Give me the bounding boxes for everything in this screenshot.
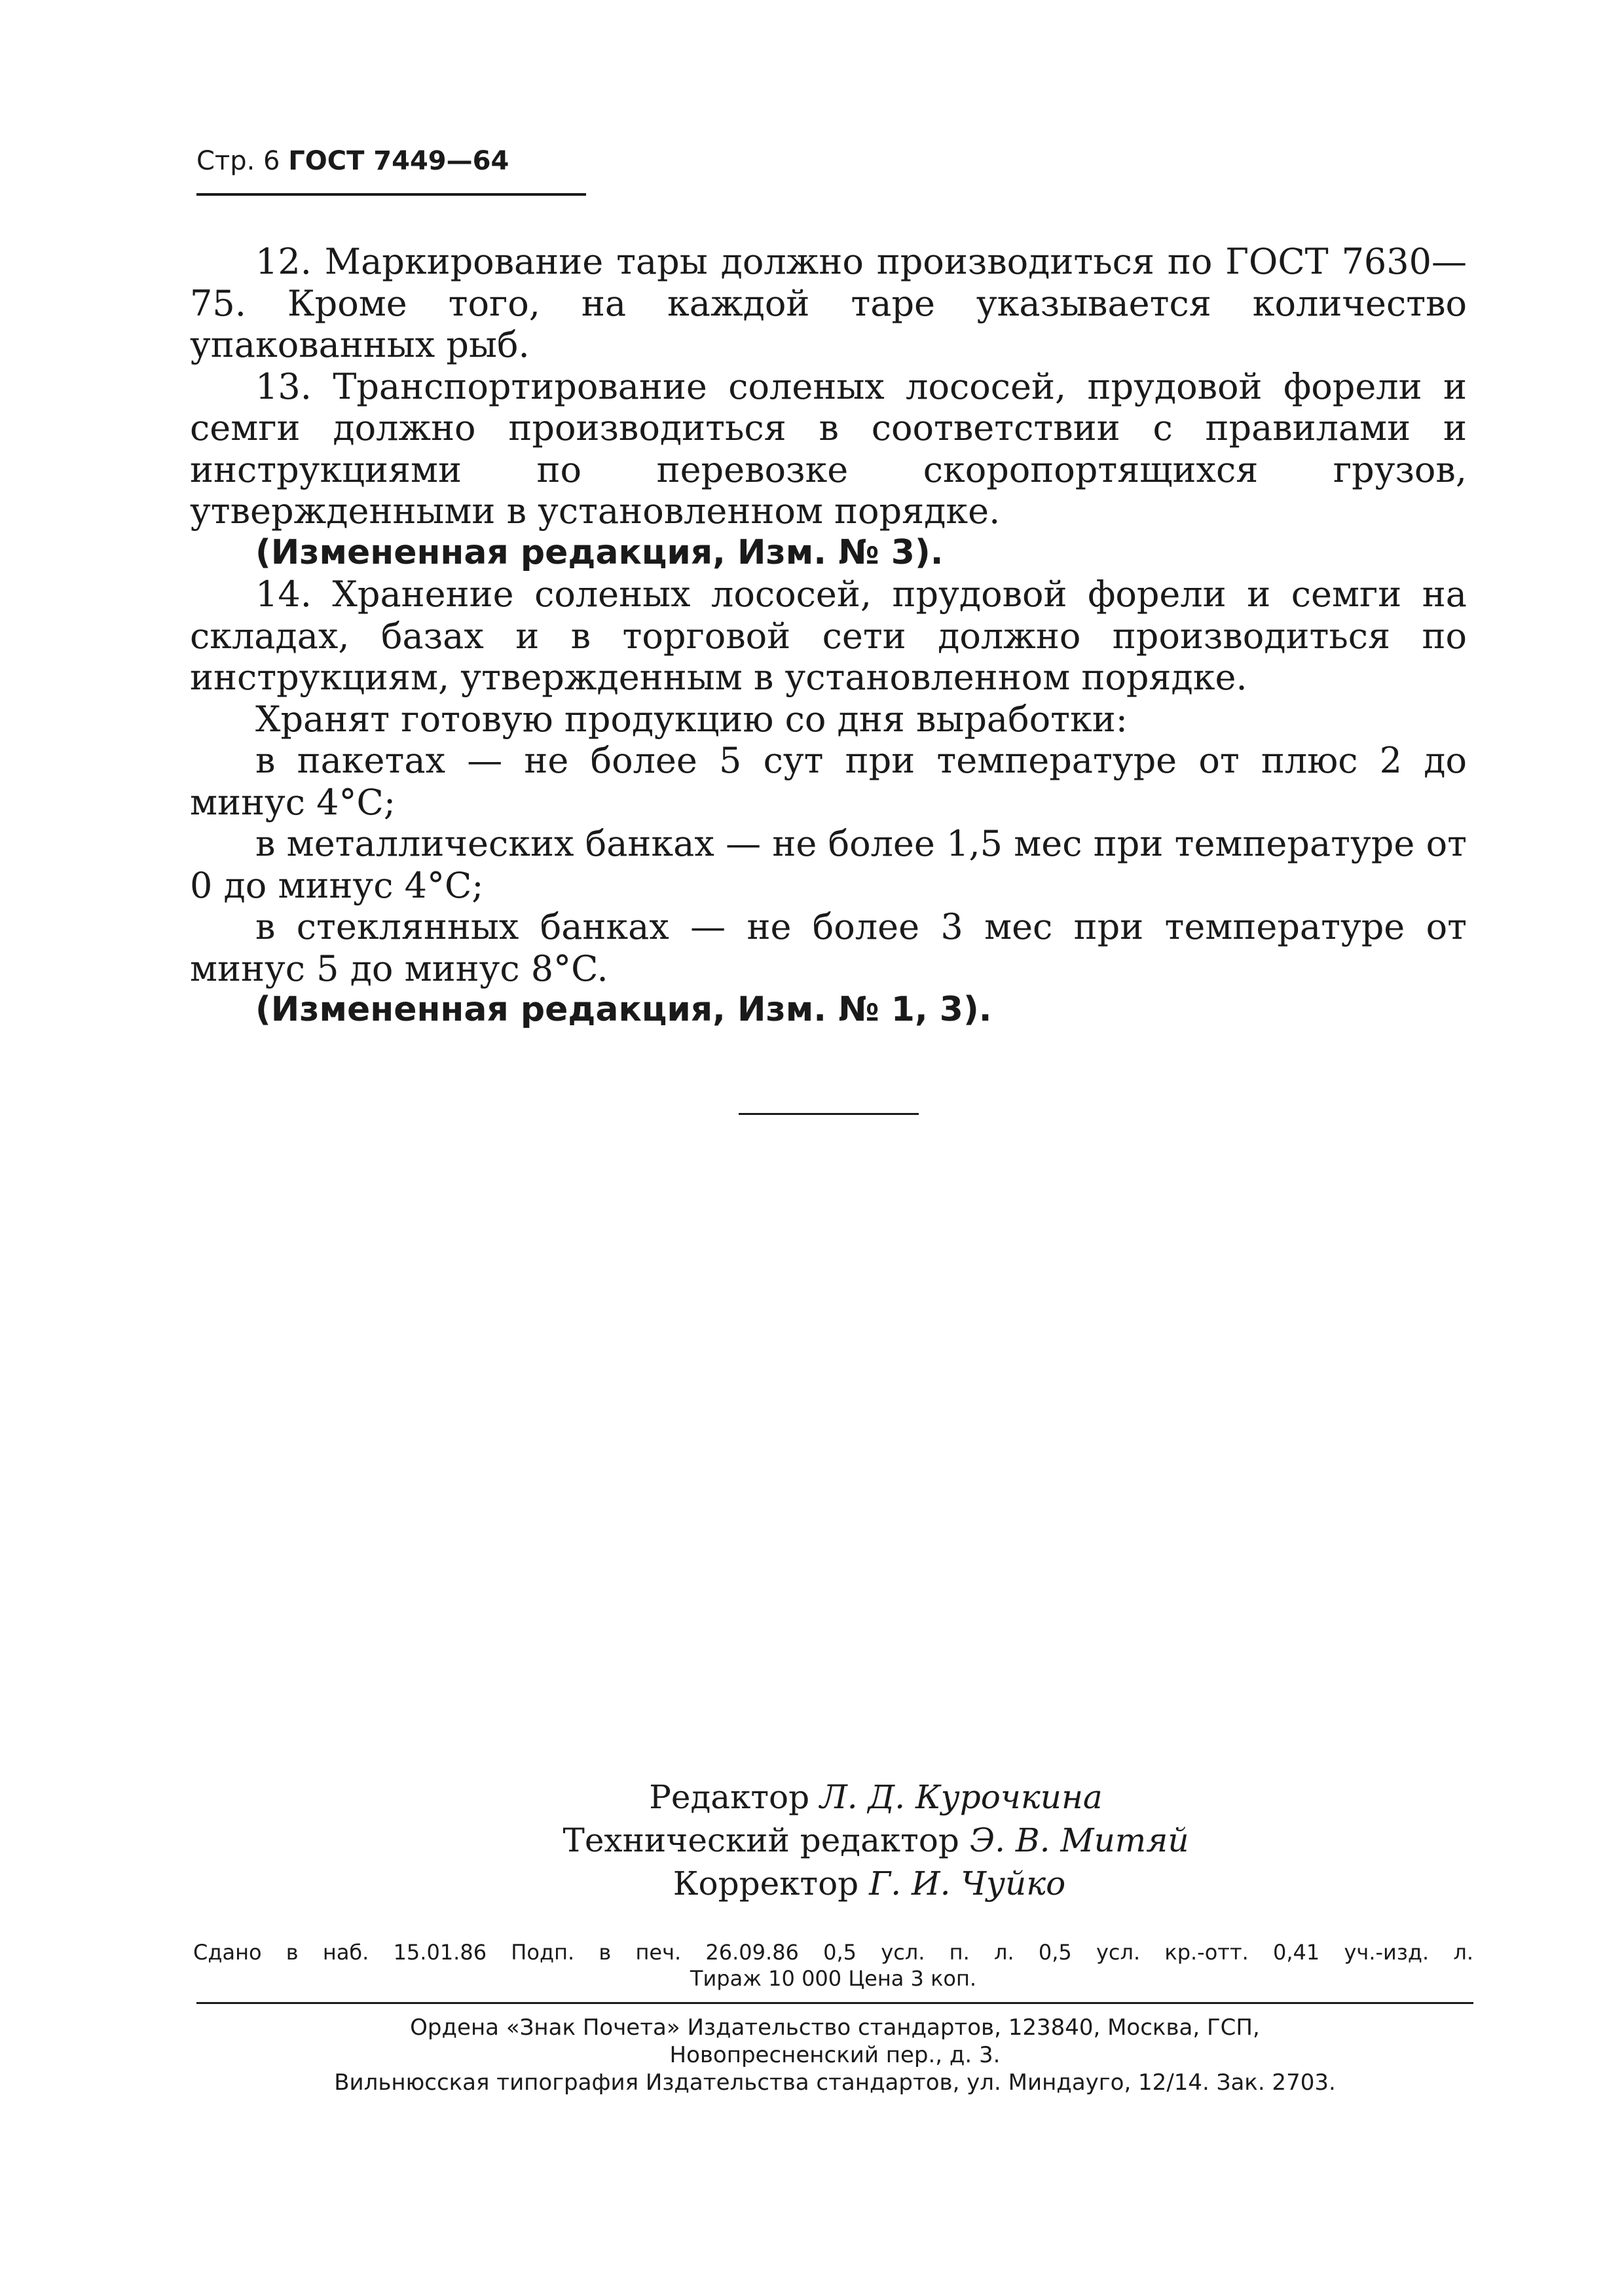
page-header — [196, 143, 589, 179]
editor-role: Редактор — [649, 1778, 810, 1816]
footer-rule — [196, 2002, 1473, 2004]
publisher-line-3: Вильнюсская типография Издательства стандартов, ул. Миндауго, 12/14. Зак. 2703. — [334, 2069, 1336, 2096]
proofreader-name: Г. И. Чуйко — [869, 1865, 1066, 1903]
document-code: ГОСТ 7449—64 — [288, 146, 509, 176]
proofreader-role: Корректор — [673, 1865, 859, 1903]
tech-editor-role: Технический редактор — [563, 1821, 959, 1859]
clause-12: 12. Маркирование тары должно производиться по ГОСТ 7630—75. Кроме того, на каждой таре указывается количество упакованных рыб. — [190, 241, 1467, 365]
storage-metal-cans: в металлических банках — не более 1,5 мес при температуре от 0 до минус 4°C; — [190, 823, 1467, 906]
amendment-note: (Измененная редакция, Изм. № 1, 3). — [255, 990, 992, 1029]
print-info-line-2: Тираж 10 000 Цена 3 коп. — [690, 1966, 977, 1991]
editorial-credits — [0, 1776, 1624, 1905]
page-number-label: Стр. 6 — [196, 146, 280, 176]
proofreader-credit — [0, 1862, 1624, 1905]
storage-intro: Хранят готовую продукцию со дня выработки: — [255, 698, 1128, 740]
print-info-line-1: Сдано в наб. 15.01.86 Подп. в печ. 26.09.86 0,5 усл. п. л. 0,5 усл. кр.-отт. 0,41 уч.-изд. л. — [193, 1940, 1473, 1965]
clause-14: 14. Хранение соленых лососей, прудовой форели и семги на складах, базах и в торговой сети должно производиться по инструкциям, утвержденным в установленном порядке. — [190, 574, 1467, 698]
publisher-line-2: Новопресненский пер., д. 3. — [669, 2042, 1001, 2068]
amendment-note: (Измененная редакция, Изм. № 3). — [255, 532, 944, 572]
header-rule — [196, 193, 586, 196]
storage-glass-jars: в стеклянных банках — не более 3 мес при температуре от минус 5 до минус 8°C. — [190, 906, 1467, 989]
end-of-text-rule — [739, 1113, 919, 1115]
storage-packets: в пакетах — не более 5 сут при температуре от плюс 2 до минус 4°C; — [190, 740, 1467, 823]
publisher-line-1: Ордена «Знак Почета» Издательство стандартов, 123840, Москва, ГСП, — [410, 2014, 1260, 2041]
publisher-info — [193, 2014, 1477, 2096]
tech-editor-name: Э. В. Митяй — [969, 1821, 1189, 1859]
body-text — [190, 241, 1467, 1031]
clause-13: 13. Транспортирование соленых лососей, прудовой форели и семги должно производиться в соответствии с правилами и инструкциями по перевозке скоропортящихся грузов, утвержденными в установленном порядке. — [190, 365, 1467, 532]
editor-credit — [0, 1776, 1624, 1819]
print-info — [193, 1939, 1473, 1992]
tech-editor-credit — [0, 1819, 1624, 1862]
editor-name: Л. Д. Курочкина — [820, 1778, 1103, 1816]
